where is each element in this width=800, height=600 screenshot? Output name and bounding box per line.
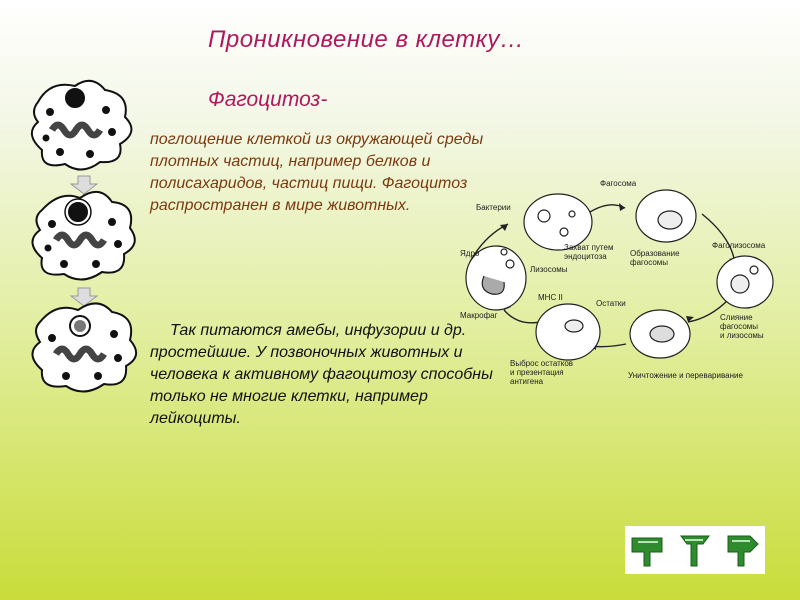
label-fusion-1: Слияние [720,313,753,322]
label-mhc: МНС II [538,293,563,302]
label-release-1: Выброс остатков [510,359,574,368]
label-capture-2: эндоцитоза [564,252,607,261]
label-macrophage: Макрофаг [460,311,498,320]
slide-subtitle: Фагоцитоз- [208,88,328,111]
cell-capture [524,194,592,250]
label-phagolysosome: Фаголизосома [712,241,766,250]
amoeba-illustration [20,72,150,397]
cell-residues [536,304,600,360]
nav-forward-icon[interactable] [722,530,762,570]
phagocytosis-cycle-diagram [440,172,785,400]
label-release-2: и презентация [510,368,564,377]
navigation-buttons [625,526,765,574]
label-formation-2: фагосомы [630,258,669,267]
label-release-3: антигена [510,377,544,386]
label-nucleus: Ядро [460,249,480,258]
amoeba-cell-1 [32,81,132,170]
cell-phagolysosome [717,256,773,308]
definition-text: поглощение клеткой из окружающей среды плотных частиц, например белков и полисахаридов, частиц пищи. Фагоцитоз распространен в мире животных. [150,131,484,214]
label-fusion-2: фагосомы [720,322,759,331]
label-bacteria: Бактерии [476,203,511,212]
nav-back-icon[interactable] [628,530,668,570]
amoeba-cell-3 [32,303,136,391]
label-fusion-3: и лизосомы [720,331,764,340]
label-formation-1: Образование [630,249,680,258]
cell-destruction [630,310,690,358]
label-lysosomes: Лизосомы [530,265,568,274]
label-residues: Остатки [596,299,626,308]
cell-phagosome [636,190,696,242]
label-phagosome: Фагосома [600,179,637,188]
label-capture-1: Захват путем [564,243,614,252]
amoeba-cell-2 [32,192,134,280]
body-paragraph-text: Так питаются амебы, инфузории и др. простейшие. У позвоночных животных и человека к активному фагоцитозу способны только не многие клетки, например лейкоциты. [150,322,493,427]
slide-title: Проникновение в клетку… [208,26,525,53]
label-destruction: Уничтожение и переваривание [628,371,743,380]
nav-home-icon[interactable] [675,530,715,570]
